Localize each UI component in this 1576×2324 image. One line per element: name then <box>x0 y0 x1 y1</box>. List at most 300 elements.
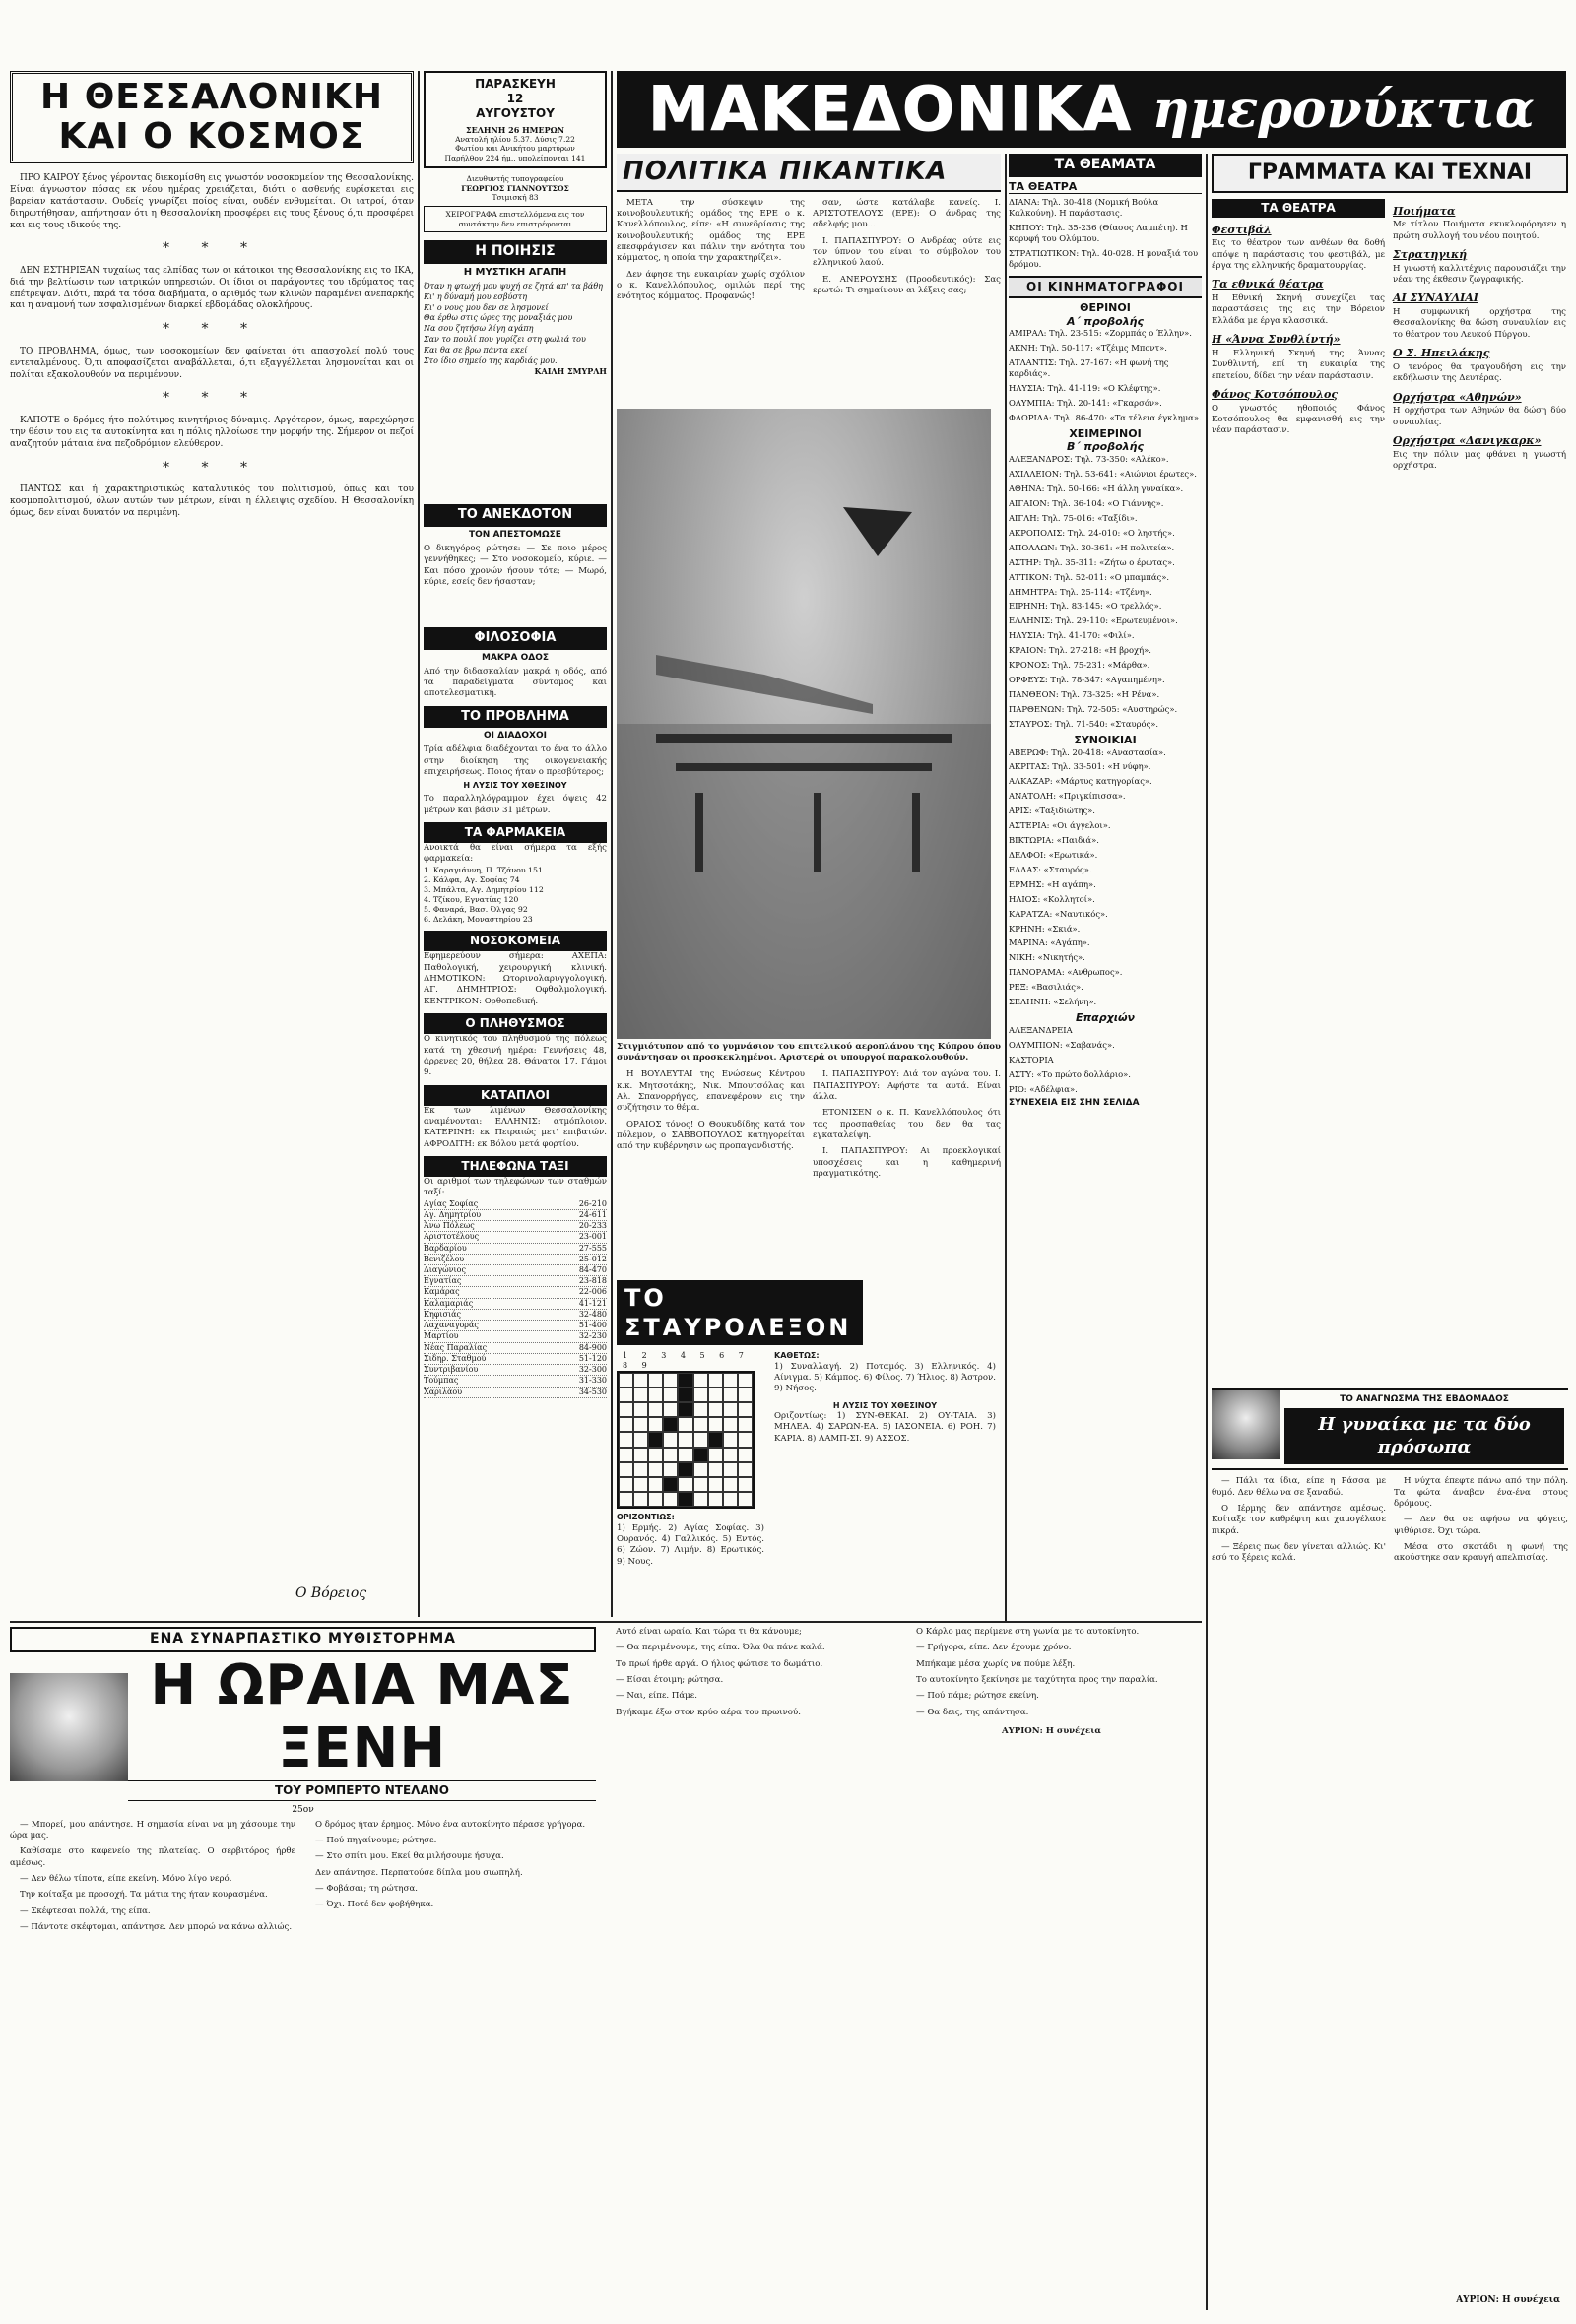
crossword-cell[interactable] <box>663 1432 678 1447</box>
crossword-cell[interactable] <box>619 1477 633 1492</box>
theatre-item: ΔΙΑΝΑ: Τηλ. 30-418 (Νομική Βούλα Καλκούνη). Η παράστασις. <box>1009 197 1159 219</box>
cinema-item: ΣΤΑΥΡΟΣ: Τηλ. 71-540: «Σταυρός». <box>1009 718 1159 729</box>
novel-paragraph: — Στο σπίτι μου. Εκεί θα μιλήσουμε ήσυχα. <box>315 1851 504 1862</box>
crossword-cell[interactable] <box>663 1477 678 1492</box>
date-day: ΠΑΡΑΣΚΕΥΗ <box>475 77 556 91</box>
culture-col2 <box>1393 205 1566 473</box>
problem-answer-label: Η ΛΥΣΙΣ ΤΟΥ ΧΘΕΣΙΝΟΥ <box>463 781 567 791</box>
poem-line: Κι' η δύναμή μου εσβύστη <box>424 291 528 301</box>
taxi-station: Εγνατίας <box>424 1276 462 1286</box>
crossword-cell[interactable] <box>633 1462 648 1477</box>
politics-item: Η ΒΟΥΛΕΥΤΑΙ της Ενώσεως Κέντρου κ.κ. Μητσοτάκης, Νικ. Μπουτσόλας και Αλ. Σπανορρήγας, επανεφέρουν εις την συζήτησιν το θέμα. <box>617 1069 805 1114</box>
taxi-intro: Οι αριθμοί των τηλεφώνων των σταθμών ταξί: <box>424 1176 607 1198</box>
left-title-line2: ΚΑΙ Ο ΚΟΣΜΟΣ <box>58 116 365 157</box>
crossword-cell[interactable] <box>693 1477 708 1492</box>
airplane-silhouette <box>617 409 991 1039</box>
poem-line: Στο ίδιο σημείο της καρδιάς μου. <box>424 355 558 365</box>
second-run-label: Β΄ προβολής <box>1067 440 1144 454</box>
crossword-cell[interactable] <box>648 1417 663 1432</box>
cinema-item: ΜΑΡΙΝΑ: «Αγάπη». <box>1009 937 1090 948</box>
crossword-cell[interactable] <box>648 1477 663 1492</box>
crossword-cell[interactable] <box>633 1492 648 1507</box>
taxi-phone: 26-210 <box>578 1198 607 1208</box>
cinema-item: ΑΤΤΙΚΟΝ: Τηλ. 52-011: «Ο μπαμπάς». <box>1009 571 1169 582</box>
taxi-phone: 20-233 <box>578 1221 607 1231</box>
winter-cinemas-list <box>1009 454 1202 730</box>
novel-author: ΤΟΥ ΡΟΜΠΕΡΤΟ ΝΤΕΛΑΝΟ <box>128 1780 596 1801</box>
cinema-item: ΑΝΑΤΟΛΗ: «Πριγκίπισσα». <box>1009 791 1126 802</box>
taxi-row <box>424 1265 607 1276</box>
weekly-read-paragraph: Η νύχτα έπεφτε πάνω από την πόλη. Τα φώτα άναβαν ένα-ένα στους δρόμους. <box>1394 1476 1568 1509</box>
cinema-item: ΚΡΗΝΗ: «Σκιά». <box>1009 923 1081 934</box>
banner-title: ΜΑΚΕΔΟΝΙΚΑ <box>648 73 1133 146</box>
continues-note: ΣΥΝΕΧΕΙΑ ΕΙΣ ΣΗΝ ΣΕΛΙΔΑ <box>1009 1098 1140 1109</box>
culture-subheading: Φάνος Κοτσόπουλος <box>1212 387 1339 401</box>
cinemas-header: ΟΙ ΚΙΝΗΜΑΤΟΓΡΑΦΟΙ <box>1009 276 1202 298</box>
population-text: Ο κινητικός του πληθυσμού της πόλεως κατά τη χθεσινή ημέρα: Γεννήσεις 48, άρρενες 20, θήλεα 28. Θάνατοι 17. Γάμοι 9. <box>424 1034 607 1078</box>
culture-text: Με τίτλον Ποιήματα εκυκλοφόρησεν η πρώτη συλλογή του νέου ποιητού. <box>1393 220 1566 241</box>
crossword-cell[interactable] <box>619 1432 633 1447</box>
crossword-cell[interactable] <box>708 1462 723 1477</box>
taxi-station: Τούμπας <box>424 1376 459 1386</box>
taxi-phone: 32-230 <box>578 1331 607 1341</box>
culture-title: ΓΡΑΜΜΑΤΑ ΚΑΙ ΤΕΧΝΑΙ <box>1212 154 1568 193</box>
taxi-phone: 84-900 <box>578 1342 607 1352</box>
crossword-cell[interactable] <box>663 1373 678 1388</box>
politics-col2 <box>813 198 1001 409</box>
cinema-item: ΑΤΛΑΝΤΙΣ: Τηλ. 27-167: «Η φωνή της καρδιάς». <box>1009 357 1169 379</box>
poem-line: Κι' ο νους μου δεν σε λησμονεί <box>424 302 549 312</box>
novel-episode: 25ον <box>292 1804 314 1815</box>
suburbs-label: ΣΥΝΟΙΚΙΑΙ <box>1074 733 1137 746</box>
crossword-cell[interactable] <box>663 1492 678 1507</box>
info-column <box>424 71 607 1617</box>
crossword-cell[interactable] <box>633 1477 648 1492</box>
weekly-read-label: ΤΟ ΑΝΑΓΝΩΣΜΑ ΤΗΣ ΕΒΔΟΜΑΔΟΣ <box>1340 1394 1509 1404</box>
novel-paragraph: — Όχι. Ποτέ δεν φοβήθηκα. <box>315 1900 434 1910</box>
taxi-station: Συντριβανίου <box>424 1365 479 1375</box>
novel-paragraph: Βγήκαμε έξω στον κρύο αέρα του πρωινού. <box>616 1707 801 1717</box>
crossword-cell[interactable] <box>633 1388 648 1402</box>
cinema-item: ΑΙΓΛΗ: Τηλ. 75-016: «Ταξίδι». <box>1009 512 1138 523</box>
crossword-cell[interactable] <box>663 1388 678 1402</box>
pharmacy-item: 6. Δελάκη, Μοναστηρίου 23 <box>424 915 533 925</box>
novel-paragraph: Ο δρόμος ήταν έρημος. Μόνο ένα αυτοκίνητο πέρασε γρήγορα. <box>315 1819 586 1830</box>
crossword-cell[interactable] <box>708 1373 723 1388</box>
taxi-row <box>424 1221 607 1232</box>
cinema-item: ΡΙΟ: «Αδέλφια». <box>1009 1083 1078 1094</box>
novel-section <box>10 1627 1202 2316</box>
crossword-cell[interactable] <box>678 1462 692 1477</box>
spectacles-header: ΤΑ ΘΕΑΜΑΤΑ <box>1009 154 1202 177</box>
taxi-station: Κηφισιάς <box>424 1309 461 1319</box>
politics-section <box>617 154 1001 1276</box>
separator-stars: * * * <box>163 390 261 407</box>
philosophy-header: ΦΙΛΟΣΟΦΙΑ <box>424 627 607 649</box>
weekly-read-paragraph: — Ξέρεις πως δεν γίνεται αλλιώς. Κι' εσύ το ξέρεις καλά. <box>1212 1541 1386 1564</box>
cinema-item: ΑΣΤΗΡ: Τηλ. 35-311: «Ζήτω ο έρωτας». <box>1009 556 1175 567</box>
cinema-item: ΟΡΦΕΥΣ: Τηλ. 78-347: «Αγαπημένη». <box>1009 675 1165 685</box>
taxi-row <box>424 1343 607 1354</box>
crossword-cell[interactable] <box>619 1492 633 1507</box>
crossword-cell[interactable] <box>678 1448 692 1462</box>
province-cinemas-list <box>1009 1025 1202 1095</box>
taxi-station: Σιδηρ. Σταθμού <box>424 1353 487 1363</box>
crossword-cell[interactable] <box>678 1492 692 1507</box>
cinema-item: ΗΛΙΟΣ: «Κολλητοί». <box>1009 893 1095 904</box>
crossword-cell[interactable] <box>693 1373 708 1388</box>
crossword-cell[interactable] <box>648 1448 663 1462</box>
culture-subheading: Φεστιβάλ <box>1212 223 1272 236</box>
taxi-station: Αριστοτέλους <box>424 1232 480 1242</box>
weekly-read-paragraph: Μέσα στο σκοτάδι η φωνή της ακούστηκε σαν κραυγή απελπισίας. <box>1394 1541 1568 1564</box>
taxi-phone: 23-818 <box>578 1276 607 1286</box>
cinema-item: ΠΑΝΘΕΟΝ: Τηλ. 73-325: «Η Ρένα». <box>1009 688 1160 699</box>
problem-title: ΟΙ ΔΙΑΔΟΧΟΙ <box>484 731 547 742</box>
culture-text: Η ορχήστρα των Αθηνών θα δώση δύο συναυλίας. <box>1393 406 1566 427</box>
novel-col2 <box>305 1820 591 1939</box>
cinema-item: ΕΛΛΗΝΙΣ: Τηλ. 29-110: «Ερωτευμένοι». <box>1009 615 1178 626</box>
taxi-phone: 24-611 <box>578 1209 607 1219</box>
crossword-cell[interactable] <box>723 1448 738 1462</box>
taxi-phone: 51-120 <box>578 1353 607 1363</box>
taxi-phone: 25-012 <box>578 1254 607 1263</box>
crossword-cell[interactable] <box>648 1402 663 1417</box>
across-label: ΟΡΙΖΟΝΤΙΩΣ: <box>617 1513 675 1521</box>
politics-item: σαν, ώστε κατάλαβε κανείς. Ι. ΑΡΙΣΤΟΤΕΛΟΥΣ (ΕΡΕ): Ο άνδρας της αδελφής μου... <box>813 197 1001 230</box>
politics-item: Ι. ΠΑΠΑΣΠΥΡΟΥ: Διά τον αγώνα του. Ι. ΠΑΠΑΣΠΥΡΟΥ: Αφήστε τα αυτά. Είναι άλλα. <box>813 1069 1001 1102</box>
paragraph-4: ΚΑΠΟΤΕ ο δρόμος ήτο πολύτιμος κινητήριος δύναμις. Αργότερον, όμως, παρεχώρησε την θέσιν του εις τα αυτοκίνητα και η πόλις ηλλοίωσε την μορφήν της. Σήμερον οι πεζοί αναζητούν μάταια ένα πεζοδρόμιον ελεύθερον. <box>10 415 414 449</box>
politics-item: ΟΡΑΙΟΣ τόνος! Ο Θουκυδίδης κατά τον πόλεμον, ο ΣΑΒΒΟΠΟΥΛΟΣ κατηγορείται από την κυβέρνησιν ως προπαγανδιστής. <box>617 1119 805 1152</box>
cinema-item: ΔΗΜΗΤΡΑ: Τηλ. 25-114: «Τζένη». <box>1009 586 1152 597</box>
arrivals-text: Εκ των λιμένων Θεσσαλονίκης αναμένονται: ΕΛΛΗΝΙΣ: ατμόπλοιον. ΚΑΤΕΡΙΝΗ: εκ Πειραιώς μετ' επιβατών. ΑΦΡΟΔΙΤΗ: εκ Βόλου μετά φορτίου. <box>424 1105 607 1149</box>
poem-line: Σαν το πουλί που γυρίζει στη φωλιά του <box>424 334 586 344</box>
taxi-station: Καλαμαριάς <box>424 1298 474 1308</box>
cinema-item: ΚΡΟΝΟΣ: Τηλ. 75-231: «Μάρθα». <box>1009 660 1150 671</box>
crossword-cell[interactable] <box>633 1417 648 1432</box>
crossword-cell[interactable] <box>723 1388 738 1402</box>
culture-text: Εις το θέατρον των ανθέων θα δοθή απόψε η παράστασις του φεστιβάλ, με έργα της ελληνικής δραματουργίας. <box>1212 238 1385 271</box>
manuscripts-note: ΧΕΙΡΟΓΡΑΦΑ επιστελλόμενα εις τον συντάκτην δεν επιστρέφονται <box>424 206 607 232</box>
cinema-item: ΚΑΡΑΤΖΑ: «Ναυτικός». <box>1009 908 1108 919</box>
taxi-row <box>424 1255 607 1265</box>
pharmacy-item: 3. Μπάλτα, Αγ. Δημητρίου 112 <box>424 884 544 894</box>
pharmacy-item: 2. Κάλφα, Αγ. Σοφίας 74 <box>424 874 520 884</box>
crossword-solution: Οριζοντίως: 1) ΣΥΝ-ΘΕΚΑΙ. 2) ΟΥ-ΤΑΙΑ. 3) ΜΗΛΕΑ. 4) ΣΑΡΩΝ-ΕΑ. 5) ΙΑΣΟΝΕΙΑ. 6) ΡΟΗ. 7) ΚΑΡΙΑ. 8) ΛΑΜΠ-ΣΙ. 9) ΑΣΣΟΣ. <box>774 1411 996 1444</box>
taxi-station: Αγ. Δημητρίου <box>424 1209 482 1219</box>
pharmacy-item: 4. Τζίκου, Εγνατίας 120 <box>424 895 519 905</box>
novel-paragraph: — Γρήγορα, είπε. Δεν έχουμε χρόνο. <box>916 1643 1072 1653</box>
politics-col1-lower <box>617 1069 805 1185</box>
crossword-cell[interactable] <box>678 1432 692 1447</box>
novel-paragraph: Την κοίταξα με προσοχή. Τα μάτια της ήταν κουρασμένα. <box>20 1890 268 1901</box>
problem-text: Τρία αδέλφια διαδέχονται το ένα το άλλο στην διοίκηση της οικογενειακής επιχειρήσεως. Ποιος ήταν ο πρεσβύτερος; <box>424 744 607 777</box>
problem-header: ΤΟ ΠΡΟΒΛΗΜΑ <box>424 706 607 728</box>
crossword-cell[interactable] <box>708 1402 723 1417</box>
culture-text: Ο τενόρος θα τραγουδήση εις την εκδήλωσιν της Δευτέρας. <box>1393 361 1566 384</box>
crossword-cell[interactable] <box>708 1417 723 1432</box>
crossword-cell[interactable] <box>619 1402 633 1417</box>
poem-lines <box>424 282 607 366</box>
crossword-cell[interactable] <box>723 1402 738 1417</box>
solution-label: Η ΛΥΣΙΣ ΤΟΥ ΧΘΕΣΙΝΟΥ <box>832 1400 938 1410</box>
left-column-title <box>10 71 414 163</box>
crossword-cell[interactable] <box>708 1492 723 1507</box>
crossword-cell[interactable] <box>663 1462 678 1477</box>
crossword-cell[interactable] <box>663 1402 678 1417</box>
saints: Φωτίου και Ανικήτου μαρτύρων <box>455 144 575 154</box>
weekly-read-paragraph: — Πάλι τα ίδια, είπε η Ράσσα με θυμό. Δεν θέλω να σε ξαναδώ. <box>1212 1476 1386 1498</box>
crossword-cell[interactable] <box>738 1448 753 1462</box>
culture-subheading: Ο Σ. Ηπειλάκης <box>1393 347 1490 360</box>
anecdote-header: ΤΟ ΑΝΕΚΔΟΤΟΝ <box>424 504 607 526</box>
date-box <box>424 71 607 168</box>
weekly-read-body <box>1212 1476 1568 1569</box>
taxi-header: ΤΗΛΕΦΩΝΑ ΤΑΞΙ <box>424 1156 607 1177</box>
taxi-station: Καμάρας <box>424 1287 460 1297</box>
taxi-station: Βαρδαρίου <box>424 1243 467 1253</box>
crossword-cell[interactable] <box>693 1492 708 1507</box>
novel-paragraph: — Είσαι έτοιμη; ρώτησα. <box>616 1675 724 1686</box>
poem-line: Θα έρθω στις ώρες της μοναξιάς μου <box>424 313 573 323</box>
theatre-item: ΚΗΠΟΥ: Τηλ. 35-236 (Θίασος Λαμπέτη). Η κορυφή του Ολύμπου. <box>1009 223 1188 244</box>
taxi-station: Άνω Πόλεως <box>424 1221 475 1231</box>
culture-text: Η Εθνική Σκηνή συνεχίζει τας παραστάσεις της εις την Βόρειον Ελλάδα με έργα κλασσικά. <box>1212 293 1385 326</box>
novel-col3 <box>606 1627 896 1939</box>
crossword-cell[interactable] <box>738 1462 753 1477</box>
crossword-cell[interactable] <box>648 1388 663 1402</box>
cinema-item: ΟΛΥΜΠΙΑ: Τηλ. 20-141: «Γκαρσόν». <box>1009 397 1162 408</box>
crossword-title: ΤΟ ΣΤΑΥΡΟΛΕΞΟΝ <box>617 1280 863 1345</box>
crossword-cell[interactable] <box>678 1477 692 1492</box>
cinema-item: ΑΚΝΗ: Τηλ. 50-117: «Τζέιμς Μποντ». <box>1009 343 1167 354</box>
crossword-cell[interactable] <box>723 1492 738 1507</box>
sun-times: Ανατολή ηλίου 5.37. Δύσις 7.22 <box>455 135 575 144</box>
pharmacies-intro: Ανοικτά θα είναι σήμερα τα εξής φαρμακεία: <box>424 843 607 865</box>
crossword-cell[interactable] <box>738 1432 753 1447</box>
taxi-row <box>424 1321 607 1331</box>
crossword-cell[interactable] <box>619 1388 633 1402</box>
date-number: 12 <box>506 92 524 105</box>
crossword-cell[interactable] <box>723 1417 738 1432</box>
politics-col2-lower <box>813 1069 1001 1185</box>
hospitals-text: Εφημερεύουν σήμερα: ΑΧΕΠΑ: Παθολογική, χειρουργική κλινική. ΔΗΜΟΤΙΚΟΝ: Ωτορινολαρυγγολογική. ΑΓ. ΔΗΜΗΤΡΙΟΣ: Οφθαλμολογική. ΚΕΝΤΡΙΚΟΝ: Ορθοπεδική. <box>424 951 607 1006</box>
crossword-cell[interactable] <box>693 1388 708 1402</box>
paragraph-1: ΠΡΟ ΚΑΙΡΟΥ ξένος γέροντας διεκομίσθη εις γνωστόν νοσοκομείον της Θεσσαλονίκης. Είναι άγνωστον πόσας εκ νέου ημέρας χρειάζεται, διότι ο ασθενής ευρίσκεται εις βαρείαν κατάστασιν. Ουδείς γνωρίζει ποίος είναι, ουδέν ενθυμείται. Οι ιατροί, όταν διηρωτήθησαν, απήντησαν ότι η Θεσσαλονίκη προσφέρει εις τους ξένους ό,τι προσφέρει και εις τους ιδικούς της. <box>10 173 414 230</box>
photo-caption: Στιγμιότυπον από το γυμνάσιον του επιτελικού αεροπλάνου της Κύπρου όπου συνάντησαν οι προσκεκλημένοι. Αριστερά οι υπουργοί παρακολουθούν. <box>617 1041 1001 1063</box>
taxi-row <box>424 1388 607 1398</box>
crossword-cell[interactable] <box>738 1492 753 1507</box>
cinema-item: ΗΛΥΣΙΑ: Τηλ. 41-119: «Ο Κλέφτης». <box>1009 382 1161 393</box>
taxi-row <box>424 1210 607 1221</box>
crossword-cell[interactable] <box>663 1417 678 1432</box>
left-signature: Ο Βόρειος <box>296 1585 367 1601</box>
crossword-cell[interactable] <box>738 1417 753 1432</box>
crossword-cell[interactable] <box>738 1388 753 1402</box>
cinema-item: ΕΛΛΑΣ: «Σταυρός». <box>1009 864 1092 874</box>
taxi-station: Νέας Παραλίας <box>424 1342 488 1352</box>
novel-paragraph: — Φοβάσαι; τη ρώτησα. <box>315 1884 418 1895</box>
cinema-item: ΑΡΙΣ: «Ταξιδιώτης». <box>1009 806 1095 816</box>
culture-text: Η συμφωνική ορχήστρα της Θεσσαλονίκης θα δώση συναυλίαν εις το θέατρον του Λευκού Πύργου. <box>1393 307 1566 340</box>
problem-answer: Το παραλληλόγραμμον έχει όψεις 42 μέτρων και βάσιν 31 μέτρων. <box>424 794 607 815</box>
left-column <box>10 71 414 1646</box>
taxi-station: Διαγώνιος <box>424 1265 466 1274</box>
crossword-cell[interactable] <box>648 1373 663 1388</box>
crossword-cell[interactable] <box>708 1388 723 1402</box>
crossword-cell[interactable] <box>708 1448 723 1462</box>
crossword-cell[interactable] <box>723 1477 738 1492</box>
culture-subheading: Ορχήστρα «Δανιγκαρκ» <box>1393 434 1542 448</box>
novel-paragraph: Καθίσαμε στο καφενείο της πλατείας. Ο σερβιτόρος ήρθε αμέσως. <box>10 1846 296 1868</box>
poem-line: Όταν η φτωχή μου ψυχή σε ζητά απ' τα βάθη <box>424 282 603 290</box>
crossword-cell[interactable] <box>648 1432 663 1447</box>
taxi-row <box>424 1376 607 1387</box>
crossword-cell[interactable] <box>723 1432 738 1447</box>
crossword-cell[interactable] <box>693 1448 708 1462</box>
culture-subheading: Στρατηγική <box>1393 247 1468 261</box>
novel-illustration <box>10 1673 128 1781</box>
weekly-read-continues: ΑΥΡΙΟΝ: Η συνέχεια <box>1456 2294 1560 2305</box>
poem-line: Να σου ζητήσω λίγη αγάπη <box>424 324 534 334</box>
weekly-read-paragraph: Ο Ιέρμης δεν απάντησε αμέσως. Κοίταξε τον καθρέφτη και χαμογέλασε πικρά. <box>1212 1503 1386 1536</box>
novel-col1 <box>10 1820 296 1939</box>
crossword-cell[interactable] <box>633 1448 648 1462</box>
crossword-cell[interactable] <box>738 1402 753 1417</box>
poem-line: Και θα σε βρω πάντα εκεί <box>424 345 528 355</box>
crossword-cell[interactable] <box>648 1462 663 1477</box>
cinema-item: ΑΣΤΥ: «Το πρώτο δολλάριο». <box>1009 1068 1131 1079</box>
crossword-cell[interactable] <box>708 1432 723 1447</box>
philosophy-text: Από την διδασκαλίαν μακρά η οδός, από τα παραδείγματα σύντομος και αποτελεσματική. <box>424 666 607 699</box>
taxi-phone: 27-555 <box>578 1243 607 1253</box>
cinema-item: ΑΛΕΞΑΝΔΡΕΙΑ <box>1009 1024 1073 1035</box>
date-month: ΑΥΓΟΥΣΤΟΥ <box>476 106 555 120</box>
news-photo <box>617 409 991 1039</box>
pharmacy-item: 5. Φαναρά, Βασ. Όλγας 92 <box>424 905 528 915</box>
taxi-row <box>424 1276 607 1287</box>
crossword-cell[interactable] <box>693 1432 708 1447</box>
poetry-header: Η ΠΟΙΗΣΙΣ <box>424 240 607 264</box>
taxi-phone: 41-121 <box>578 1298 607 1308</box>
crossword-cell[interactable] <box>693 1402 708 1417</box>
crossword-cell[interactable] <box>738 1373 753 1388</box>
population-header: Ο ΠΛΗΘΥΣΜΟΣ <box>424 1013 607 1034</box>
crossword-cell[interactable] <box>678 1373 692 1388</box>
crossword-cell[interactable] <box>723 1462 738 1477</box>
days-count: Παρήλθον 224 ήμ., υπολείπονται 141 <box>444 153 586 162</box>
separator-stars: * * * <box>163 321 261 338</box>
taxi-row <box>424 1310 607 1321</box>
crossword-cell[interactable] <box>693 1417 708 1432</box>
novel-paragraph: Αυτό είναι ωραίο. Και τώρα τι θα κάνουμε; <box>616 1627 802 1637</box>
weekly-read-paragraph: — Δεν θα σε αφήσω να φύγεις, ψιθύρισε. Όχι τώρα. <box>1394 1515 1568 1536</box>
taxi-phone: 51-400 <box>578 1321 607 1330</box>
taxi-row <box>424 1232 607 1243</box>
editor-name: ΓΕΩΡΓΙΟΣ ΓΙΑΝΝΟΥΤΣΟΣ <box>461 183 569 193</box>
taxi-row <box>424 1287 607 1298</box>
down-clues: 1) Συναλλαγή. 2) Ποταμός. 3) Ελληνικός. 4) Αίνιγμα. 5) Κάμπος. 6) Φίλος. 7) Ήλιος. 8) Άστρον. 9) Νήσος. <box>774 1361 996 1394</box>
taxi-phone: 84-470 <box>578 1265 607 1274</box>
summer-cinemas-label: ΘΕΡΙΝΟΙ <box>1080 300 1131 314</box>
cinema-item: ΚΡΑΙΟΝ: Τηλ. 27-218: «Η βροχή». <box>1009 645 1151 656</box>
novel-paragraph: — Πάντοτε σκέφτομαι, απάντησε. Δεν μπορώ να κάνω αλλιώς. <box>20 1922 293 1933</box>
crossword-cell[interactable] <box>619 1448 633 1462</box>
crossword-cell[interactable] <box>633 1432 648 1447</box>
culture-text: Η γνωστή καλλιτέχνις παρουσιάζει την νέαν της έκθεσιν ζωγραφικής. <box>1393 263 1566 286</box>
suburb-cinemas-list <box>1009 747 1202 1008</box>
taxi-row <box>424 1199 607 1210</box>
crossword-section <box>617 1280 1001 1620</box>
philosophy-title: ΜΑΚΡΑ ΟΔΟΣ <box>481 652 549 663</box>
weekly-read-section <box>1212 1388 1568 2314</box>
woman-portrait <box>1212 1390 1280 1459</box>
down-label: ΚΑΘΕΤΩΣ: <box>774 1351 820 1360</box>
taxi-phone: 22-006 <box>578 1287 607 1297</box>
culture-section <box>1212 154 1568 1385</box>
editor-address: Τσιμισκή 83 <box>492 192 539 202</box>
novel-continues: ΑΥΡΙΟΝ: Η συνέχεια <box>1001 1726 1102 1737</box>
crossword-cell[interactable] <box>633 1373 648 1388</box>
culture-text: Ο γνωστός ηθοποιός Φάνος Κοτσόπουλος θα εμφανισθή εις την νέαν παράστασιν. <box>1212 403 1385 436</box>
paragraph-5: ΠΑΝΤΩΣ και ή χαρακτηριστικώς καταλυτικός του πολιτισμού, όπως και του κοσμοπολιτισμού, όλων αυτών των μέτρων, είναι η έλλειψις σχεδίου. Η Θεσσαλονίκη όμως, δεν είναι δυνατόν να περιμένη. <box>10 484 414 518</box>
crossword-numbers: 1 2 3 4 5 6 7 8 9 <box>623 1351 750 1370</box>
masthead-banner <box>617 71 1566 148</box>
culture-theatres-header: ΤΑ ΘΕΑΤΡΑ <box>1212 199 1385 218</box>
across-clues: 1) Ερμής. 2) Αγίας Σοφίας. 3) Ουρανός. 4) Γαλλικός. 5) Εντός. 6) Ζώον. 7) Λιμήν. 8) Ερωτικός. 9) Νους. <box>617 1522 764 1567</box>
cinema-item: ΔΕΛΦΟΙ: «Ερωτικά». <box>1009 849 1098 860</box>
crossword-grid[interactable] <box>617 1371 755 1509</box>
politics-col1 <box>617 198 805 409</box>
culture-col1 <box>1212 224 1385 437</box>
novel-label: ΕΝΑ ΣΥΝΑΡΠΑΣΤΙΚΟ ΜΥΘΙΣΤΟΡΗΜΑ <box>10 1627 596 1652</box>
separator-stars: * * * <box>163 459 261 476</box>
arrivals-header: ΚΑΤΑΠΛΟΙ <box>424 1085 607 1106</box>
crossword-cell[interactable] <box>648 1492 663 1507</box>
cinema-item: ΚΑΣΤΟΡΙΑ <box>1009 1054 1054 1065</box>
cinema-item: ΑΚΡΙΤΑΣ: Τηλ. 33-501: «Η νύφη». <box>1009 761 1151 772</box>
left-title-line1: Η ΘΕΣΣΑΛΟΝΙΚΗ <box>40 77 383 117</box>
cinema-item: ΑΠΟΛΛΩΝ: Τηλ. 30-361: «Η πολιτεία». <box>1009 542 1175 552</box>
novel-paragraph: — Πού πάμε; ρώτησε εκείνη. <box>916 1691 1039 1702</box>
crossword-cell[interactable] <box>619 1373 633 1388</box>
crossword-cell[interactable] <box>619 1417 633 1432</box>
taxi-phone: 23-001 <box>578 1232 607 1242</box>
cinema-item: ΑΛΕΞΑΝΔΡΟΣ: Τηλ. 73-350: «Αλέκο». <box>1009 454 1169 465</box>
crossword-cell[interactable] <box>693 1462 708 1477</box>
crossword-cell[interactable] <box>708 1477 723 1492</box>
cinema-item: ΑΣΤΕΡΙΑ: «Οι άγγελοι». <box>1009 820 1111 831</box>
crossword-cell[interactable] <box>619 1462 633 1477</box>
crossword-cell[interactable] <box>633 1402 648 1417</box>
cinema-item: ΦΛΩΡΙΔΑ: Τηλ. 86-470: «Τα τέλεια έγκλημα». <box>1009 412 1202 422</box>
crossword-cell[interactable] <box>678 1417 692 1432</box>
novel-paragraph: — Δεν θέλω τίποτα, είπε εκείνη. Μόνο λίγο νερό. <box>20 1874 232 1885</box>
politics-item: Ε. ΑΝΕΡΟΥΣΗΣ (Προοδευτικός): Σας ερωτώ: Τι σημαίνουν αι λέξεις σας; <box>813 274 1001 295</box>
pharmacy-item: 1. Καραγιάννη, Π. Τζάνου 151 <box>424 865 543 874</box>
crossword-cell[interactable] <box>738 1477 753 1492</box>
crossword-cell[interactable] <box>723 1373 738 1388</box>
taxi-phone: 34-530 <box>578 1387 607 1396</box>
taxi-list <box>424 1199 607 1398</box>
taxi-row <box>424 1299 607 1310</box>
novel-paragraph: — Θα περιμένουμε, της είπα. Όλα θα πάνε καλά. <box>616 1643 825 1653</box>
crossword-cell[interactable] <box>678 1388 692 1402</box>
crossword-cell[interactable] <box>663 1448 678 1462</box>
crossword-cell[interactable] <box>678 1402 692 1417</box>
cinema-item: ΒΙΚΤΩΡΙΑ: «Παιδιά». <box>1009 835 1099 846</box>
culture-text: Εις την πόλιν μας φθάνει η γνωστή ορχήστρα. <box>1393 449 1566 472</box>
